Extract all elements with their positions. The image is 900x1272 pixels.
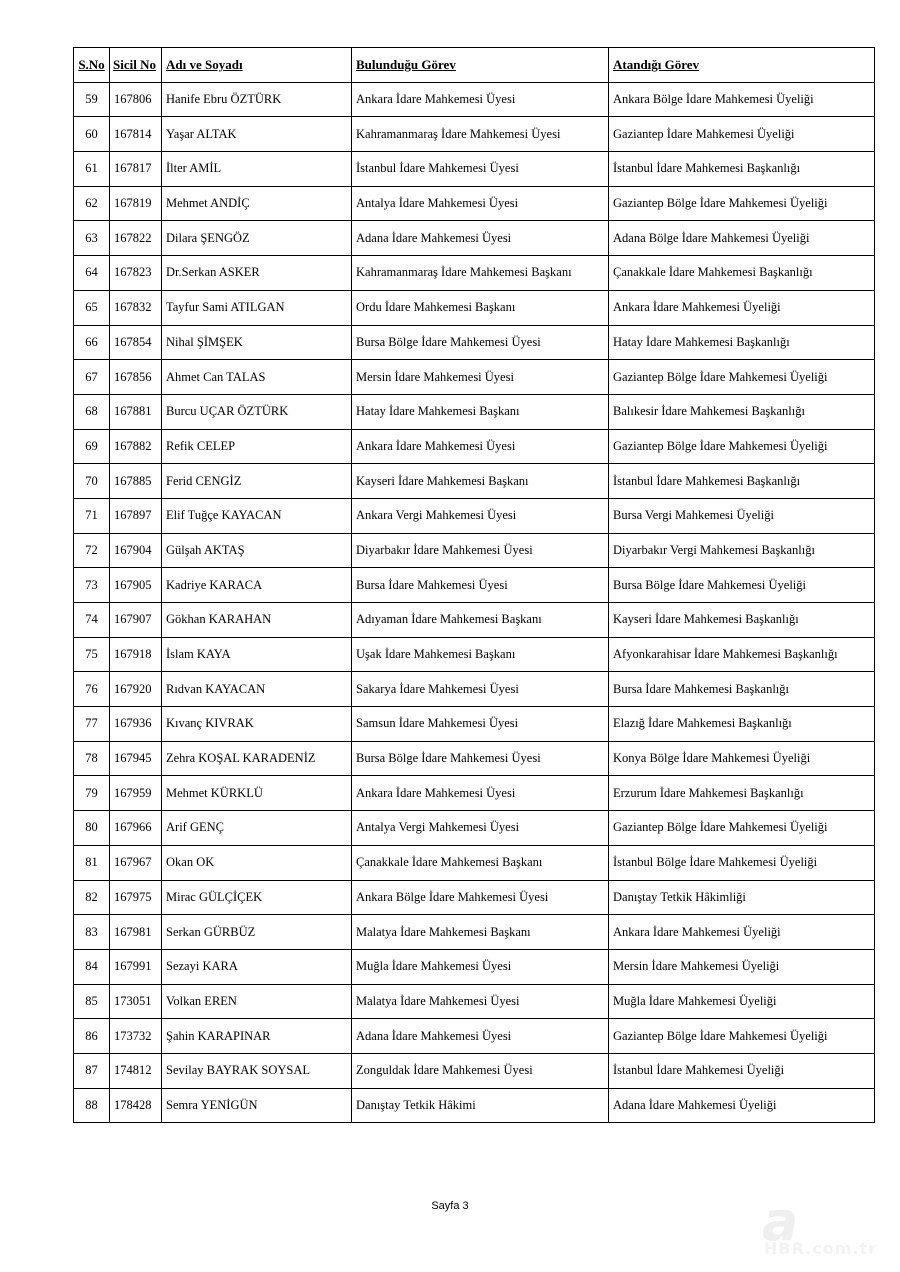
cell-assigned-position: İstanbul İdare Mahkemesi Başkanlığı: [609, 152, 875, 187]
cell-current-position: Sakarya İdare Mahkemesi Üyesi: [352, 672, 609, 707]
cell-name: Ahmet Can TALAS: [162, 360, 352, 395]
cell-sno: 72: [74, 533, 110, 568]
table-row: [74, 290, 875, 325]
cell-current-position: Adana İdare Mahkemesi Üyesi: [352, 1019, 609, 1054]
table-row: [74, 533, 875, 568]
cell-sno: 77: [74, 707, 110, 742]
table-row: [74, 152, 875, 187]
cell-current-position: Ankara Bölge İdare Mahkemesi Üyesi: [352, 880, 609, 915]
cell-sno: 67: [74, 360, 110, 395]
cell-sicil-no: 167907: [110, 603, 162, 638]
cell-current-position: Mersin İdare Mahkemesi Üyesi: [352, 360, 609, 395]
cell-sno: 87: [74, 1053, 110, 1088]
cell-assigned-position: Ankara Bölge İdare Mahkemesi Üyeliği: [609, 82, 875, 117]
table-row: [74, 741, 875, 776]
table-row: [74, 707, 875, 742]
table-row: [74, 672, 875, 707]
cell-sno: 79: [74, 776, 110, 811]
cell-name: Serkan GÜRBÜZ: [162, 915, 352, 950]
cell-sno: 60: [74, 117, 110, 152]
cell-sicil-no: 167967: [110, 845, 162, 880]
table-row: [74, 984, 875, 1019]
cell-name: İslam KAYA: [162, 637, 352, 672]
cell-sno: 59: [74, 82, 110, 117]
page-footer: Sayfa 3: [431, 1200, 469, 1212]
cell-sicil-no: 167991: [110, 949, 162, 984]
cell-name: Mirac GÜLÇİÇEK: [162, 880, 352, 915]
cell-sicil-no: 167966: [110, 811, 162, 846]
cell-assigned-position: Gaziantep Bölge İdare Mahkemesi Üyeliği: [609, 360, 875, 395]
cell-current-position: Ankara İdare Mahkemesi Üyesi: [352, 776, 609, 811]
table-row: [74, 1019, 875, 1054]
cell-sno: 73: [74, 568, 110, 603]
cell-name: Hanife Ebru ÖZTÜRK: [162, 82, 352, 117]
cell-current-position: Bursa Bölge İdare Mahkemesi Üyesi: [352, 741, 609, 776]
header-name: Adı ve Soyadı: [162, 48, 352, 83]
cell-current-position: Adana İdare Mahkemesi Üyesi: [352, 221, 609, 256]
cell-assigned-position: Gaziantep İdare Mahkemesi Üyeliği: [609, 117, 875, 152]
cell-name: Kıvanç KIVRAK: [162, 707, 352, 742]
cell-assigned-position: Afyonkarahisar İdare Mahkemesi Başkanlığı: [609, 637, 875, 672]
cell-sicil-no: 167882: [110, 429, 162, 464]
cell-name: Kadriye KARACA: [162, 568, 352, 603]
cell-sicil-no: 167959: [110, 776, 162, 811]
cell-sno: 88: [74, 1088, 110, 1123]
cell-current-position: Zonguldak İdare Mahkemesi Üyesi: [352, 1053, 609, 1088]
cell-sno: 80: [74, 811, 110, 846]
cell-assigned-position: Danıştay Tetkik Hâkimliği: [609, 880, 875, 915]
cell-name: Dr.Serkan ASKER: [162, 256, 352, 291]
watermark-letter: a: [762, 1190, 799, 1253]
cell-sno: 81: [74, 845, 110, 880]
cell-assigned-position: Ankara İdare Mahkemesi Üyeliği: [609, 915, 875, 950]
cell-name: İlter AMİL: [162, 152, 352, 187]
cell-assigned-position: Gaziantep Bölge İdare Mahkemesi Üyeliği: [609, 186, 875, 221]
cell-sicil-no: 167897: [110, 498, 162, 533]
cell-sicil-no: 167832: [110, 290, 162, 325]
cell-assigned-position: Diyarbakır Vergi Mahkemesi Başkanlığı: [609, 533, 875, 568]
cell-current-position: Adıyaman İdare Mahkemesi Başkanı: [352, 603, 609, 638]
cell-current-position: Samsun İdare Mahkemesi Üyesi: [352, 707, 609, 742]
cell-sicil-no: 167822: [110, 221, 162, 256]
cell-assigned-position: Hatay İdare Mahkemesi Başkanlığı: [609, 325, 875, 360]
cell-sno: 71: [74, 498, 110, 533]
cell-sno: 78: [74, 741, 110, 776]
cell-name: Arif GENÇ: [162, 811, 352, 846]
cell-assigned-position: Erzurum İdare Mahkemesi Başkanlığı: [609, 776, 875, 811]
table-row: [74, 256, 875, 291]
cell-assigned-position: Ankara İdare Mahkemesi Üyeliği: [609, 290, 875, 325]
cell-sicil-no: 167904: [110, 533, 162, 568]
table-row: [74, 1088, 875, 1123]
cell-sicil-no: 174812: [110, 1053, 162, 1088]
cell-sno: 63: [74, 221, 110, 256]
table-row: [74, 464, 875, 499]
table-row: [74, 1053, 875, 1088]
table-header-row: [74, 48, 875, 83]
cell-current-position: Bursa İdare Mahkemesi Üyesi: [352, 568, 609, 603]
table-row: [74, 186, 875, 221]
cell-assigned-position: Gaziantep Bölge İdare Mahkemesi Üyeliği: [609, 429, 875, 464]
cell-current-position: Ankara İdare Mahkemesi Üyesi: [352, 429, 609, 464]
table-row: [74, 915, 875, 950]
cell-assigned-position: İstanbul İdare Mahkemesi Üyeliği: [609, 1053, 875, 1088]
cell-assigned-position: Gaziantep Bölge İdare Mahkemesi Üyeliği: [609, 811, 875, 846]
cell-name: Sevilay BAYRAK SOYSAL: [162, 1053, 352, 1088]
cell-assigned-position: Balıkesir İdare Mahkemesi Başkanlığı: [609, 394, 875, 429]
cell-name: Rıdvan KAYACAN: [162, 672, 352, 707]
cell-sicil-no: 167885: [110, 464, 162, 499]
cell-name: Semra YENİGÜN: [162, 1088, 352, 1123]
table-row: [74, 360, 875, 395]
cell-current-position: Kahramanmaraş İdare Mahkemesi Başkanı: [352, 256, 609, 291]
table-row: [74, 603, 875, 638]
cell-sicil-no: 167881: [110, 394, 162, 429]
cell-sno: 76: [74, 672, 110, 707]
hbr-watermark-logo: [748, 1190, 878, 1265]
table-row: [74, 845, 875, 880]
cell-assigned-position: Bursa Vergi Mahkemesi Üyeliği: [609, 498, 875, 533]
watermark-text: HBR.com.tr: [764, 1239, 878, 1258]
cell-sno: 74: [74, 603, 110, 638]
table-row: [74, 811, 875, 846]
cell-assigned-position: İstanbul Bölge İdare Mahkemesi Üyeliği: [609, 845, 875, 880]
cell-current-position: Ordu İdare Mahkemesi Başkanı: [352, 290, 609, 325]
cell-current-position: Çanakkale İdare Mahkemesi Başkanı: [352, 845, 609, 880]
cell-name: Gökhan KARAHAN: [162, 603, 352, 638]
table-row: [74, 325, 875, 360]
cell-name: Mehmet ANDİÇ: [162, 186, 352, 221]
cell-sno: 70: [74, 464, 110, 499]
cell-name: Nihal ŞİMŞEK: [162, 325, 352, 360]
assignment-table: [73, 47, 875, 1123]
cell-current-position: Kayseri İdare Mahkemesi Başkanı: [352, 464, 609, 499]
cell-name: Yaşar ALTAK: [162, 117, 352, 152]
cell-sicil-no: 167806: [110, 82, 162, 117]
cell-sno: 83: [74, 915, 110, 950]
cell-name: Sezayi KARA: [162, 949, 352, 984]
cell-name: Zehra KOŞAL KARADENİZ: [162, 741, 352, 776]
cell-current-position: Hatay İdare Mahkemesi Başkanı: [352, 394, 609, 429]
table-row: [74, 949, 875, 984]
cell-assigned-position: Kayseri İdare Mahkemesi Başkanlığı: [609, 603, 875, 638]
table-row: [74, 117, 875, 152]
cell-sno: 62: [74, 186, 110, 221]
cell-assigned-position: Bursa Bölge İdare Mahkemesi Üyeliği: [609, 568, 875, 603]
cell-assigned-position: Adana Bölge İdare Mahkemesi Üyeliği: [609, 221, 875, 256]
cell-sicil-no: 167854: [110, 325, 162, 360]
table-row: [74, 394, 875, 429]
cell-sicil-no: 167817: [110, 152, 162, 187]
cell-current-position: Bursa Bölge İdare Mahkemesi Üyesi: [352, 325, 609, 360]
cell-sicil-no: 173732: [110, 1019, 162, 1054]
cell-name: Ferid CENGİZ: [162, 464, 352, 499]
cell-assigned-position: Muğla İdare Mahkemesi Üyeliği: [609, 984, 875, 1019]
cell-sicil-no: 167823: [110, 256, 162, 291]
cell-assigned-position: Adana İdare Mahkemesi Üyeliği: [609, 1088, 875, 1123]
cell-sicil-no: 167918: [110, 637, 162, 672]
table-row: [74, 498, 875, 533]
cell-current-position: Kahramanmaraş İdare Mahkemesi Üyesi: [352, 117, 609, 152]
cell-sicil-no: 167975: [110, 880, 162, 915]
table-row: [74, 568, 875, 603]
cell-name: Burcu UÇAR ÖZTÜRK: [162, 394, 352, 429]
cell-sicil-no: 178428: [110, 1088, 162, 1123]
table-row: [74, 82, 875, 117]
cell-assigned-position: İstanbul İdare Mahkemesi Başkanlığı: [609, 464, 875, 499]
cell-sno: 75: [74, 637, 110, 672]
cell-name: Şahin KARAPINAR: [162, 1019, 352, 1054]
cell-sno: 86: [74, 1019, 110, 1054]
cell-current-position: Uşak İdare Mahkemesi Başkanı: [352, 637, 609, 672]
cell-sicil-no: 167819: [110, 186, 162, 221]
table-body: [74, 82, 875, 1123]
cell-current-position: Diyarbakır İdare Mahkemesi Üyesi: [352, 533, 609, 568]
header-sno: S.No: [74, 48, 110, 83]
cell-assigned-position: Çanakkale İdare Mahkemesi Başkanlığı: [609, 256, 875, 291]
cell-name: Okan OK: [162, 845, 352, 880]
cell-sno: 65: [74, 290, 110, 325]
header-assigned-position: Atandığı Görev: [609, 48, 875, 83]
cell-assigned-position: Bursa İdare Mahkemesi Başkanlığı: [609, 672, 875, 707]
cell-current-position: Malatya İdare Mahkemesi Başkanı: [352, 915, 609, 950]
header-sicil-no: Sicil No: [110, 48, 162, 83]
cell-name: Refik CELEP: [162, 429, 352, 464]
cell-assigned-position: Konya Bölge İdare Mahkemesi Üyeliği: [609, 741, 875, 776]
cell-name: Elif Tuğçe KAYACAN: [162, 498, 352, 533]
table-row: [74, 637, 875, 672]
cell-current-position: Malatya İdare Mahkemesi Üyesi: [352, 984, 609, 1019]
cell-name: Mehmet KÜRKLÜ: [162, 776, 352, 811]
table-row: [74, 776, 875, 811]
cell-current-position: Ankara Vergi Mahkemesi Üyesi: [352, 498, 609, 533]
cell-assigned-position: Gaziantep Bölge İdare Mahkemesi Üyeliği: [609, 1019, 875, 1054]
cell-sicil-no: 167945: [110, 741, 162, 776]
cell-sno: 61: [74, 152, 110, 187]
cell-name: Dilara ŞENGÖZ: [162, 221, 352, 256]
cell-current-position: Muğla İdare Mahkemesi Üyesi: [352, 949, 609, 984]
cell-sno: 82: [74, 880, 110, 915]
header-current-position: Bulunduğu Görev: [352, 48, 609, 83]
cell-assigned-position: Mersin İdare Mahkemesi Üyeliği: [609, 949, 875, 984]
cell-sicil-no: 167856: [110, 360, 162, 395]
cell-sno: 69: [74, 429, 110, 464]
cell-sno: 85: [74, 984, 110, 1019]
cell-current-position: İstanbul İdare Mahkemesi Üyesi: [352, 152, 609, 187]
cell-sno: 66: [74, 325, 110, 360]
cell-current-position: Antalya Vergi Mahkemesi Üyesi: [352, 811, 609, 846]
table-row: [74, 880, 875, 915]
cell-sicil-no: 167936: [110, 707, 162, 742]
cell-sicil-no: 167814: [110, 117, 162, 152]
cell-name: Gülşah AKTAŞ: [162, 533, 352, 568]
cell-sicil-no: 167905: [110, 568, 162, 603]
cell-sno: 84: [74, 949, 110, 984]
table-row: [74, 429, 875, 464]
cell-assigned-position: Elazığ İdare Mahkemesi Başkanlığı: [609, 707, 875, 742]
cell-name: Tayfur Sami ATILGAN: [162, 290, 352, 325]
cell-sicil-no: 167981: [110, 915, 162, 950]
cell-sicil-no: 167920: [110, 672, 162, 707]
table-row: [74, 221, 875, 256]
cell-sno: 64: [74, 256, 110, 291]
cell-sicil-no: 173051: [110, 984, 162, 1019]
cell-sno: 68: [74, 394, 110, 429]
cell-current-position: Antalya İdare Mahkemesi Üyesi: [352, 186, 609, 221]
cell-current-position: Ankara İdare Mahkemesi Üyesi: [352, 82, 609, 117]
cell-name: Volkan EREN: [162, 984, 352, 1019]
cell-current-position: Danıştay Tetkik Hâkimi: [352, 1088, 609, 1123]
